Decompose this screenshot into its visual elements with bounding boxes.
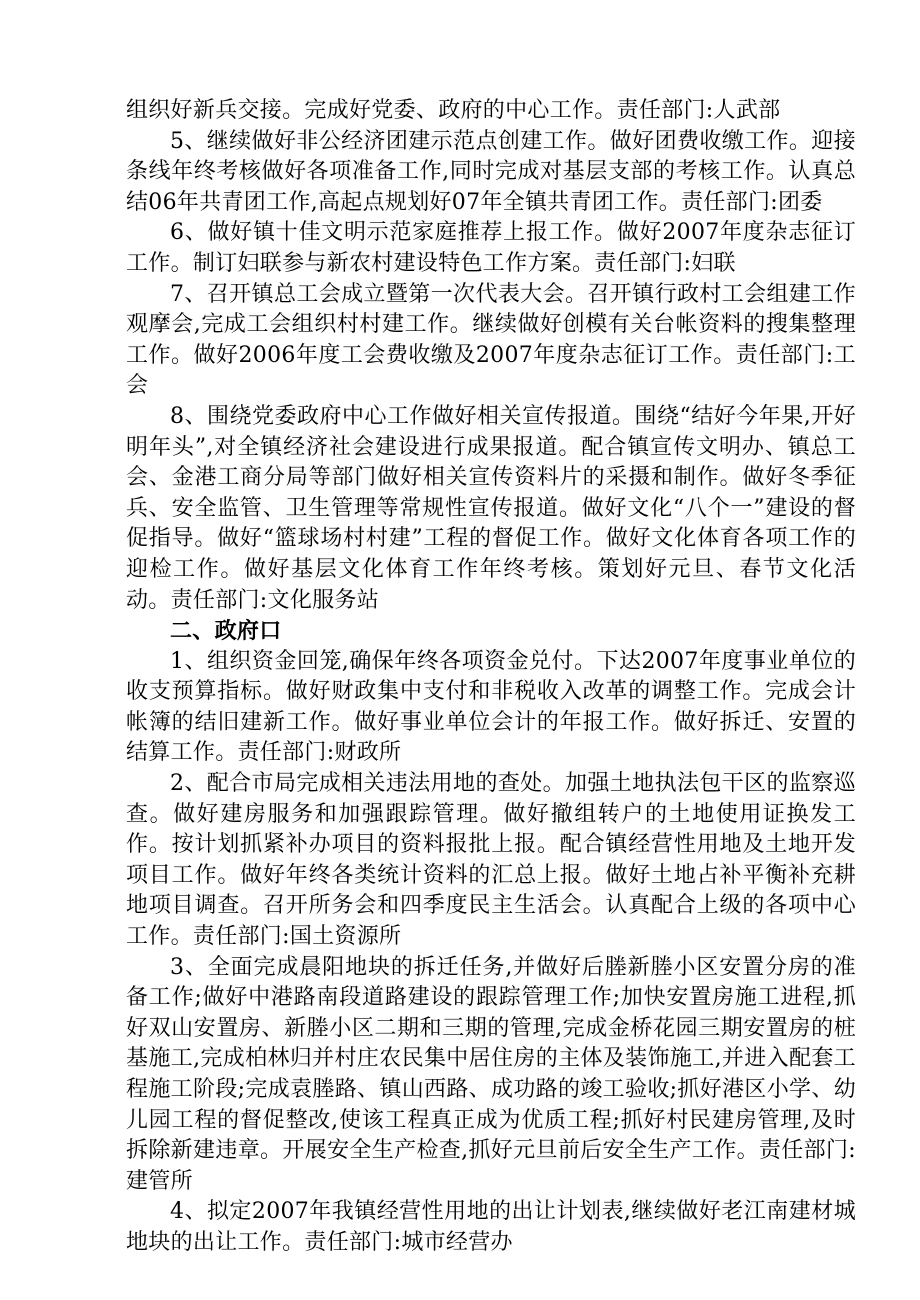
paragraph-culture-station: 8、围绕党委政府中心工作做好相关宣传报道。围绕“结好今年果,开好明年头”,对全镇经济社会建设进行成果报道。配合镇宣传文明办、镇总工会、金港工商分局等部门做好相关宣传资料片的采摄和制作。做好冬季征兵、安全监管、卫生管理等常规性宣传报道。做好文化“八个一”建设的督促指导。做好“篮球场村村建”工程的督促工作。做好文化体育各项工作的迎检工作。做好基层文化体育工作年终考核。策划好元旦、春节文化活动。责任部门:文化服务站 [126,403,856,613]
paragraph-trade-union: 7、召开镇总工会成立暨第一次代表大会。召开镇行政村工会组建工作观摩会,完成工会组织村村建工作。继续做好创模有关台帐资料的搜集整理工作。做好2006年度工会费收缴及2007年度杂志征订工作。责任部门:工会 [126,281,856,399]
paragraph-construction: 3、全面完成晨阳地块的拆迁任务,并做好后塍新塍小区安置分房的准备工作;做好中港路南段道路建设的跟踪管理工作;加快安置房施工进程,抓好双山安置房、新塍小区二期和三期的管理,完成金桥花园三期安置房的桩基施工,完成柏林归并村庄农民集中居住房的主体及装饰施工,并进入配套工程施工阶段;完成袁塍路、镇山西路、成功路的竣工验收;抓好港区小学、幼儿园工程的督促整改,使该工程真正成为优质工程;抓好村民建房管理,及时拆除新建违章。开展安全生产检查,抓好元旦前后安全生产工作。责任部门:建管所 [126,954,856,1194]
paragraph-militia: 组织好新兵交接。完成好党委、政府的中心工作。责任部门:人武部 [126,98,781,123]
paragraph-youth-league: 5、继续做好非公经济团建示范点创建工作。做好团费收缴工作。迎接条线年终考核做好各项准备工作,同时完成对基层支部的考核工作。认真总结06年共青团工作,高起点规划好07年全镇共青团工作。责任部门:团委 [126,128,856,215]
paragraph-finance: 1、组织资金回笼,确保年终各项资金兑付。下达2007年度事业单位的收支预算指标。做好财政集中支付和非税收入改革的调整工作。完成会计帐簿的结旧建新工作。做好事业单位会计的年报工作。做好拆迁、安置的结算工作。责任部门:财政所 [126,648,856,766]
document-body [126,96,856,1259]
paragraph-womens-federation: 6、做好镇十佳文明示范家庭推荐上报工作。做好2007年度杂志征订工作。制订妇联参与新农村建设特色工作方案。责任部门:妇联 [126,220,856,276]
paragraph-city-operation: 4、拟定2007年我镇经营性用地的出让计划表,继续做好老江南建材城地块的出让工作。责任部门:城市经营办 [126,1199,856,1255]
paragraph-land-resources: 2、配合市局完成相关违法用地的查处。加强土地执法包干区的监察巡查。做好建房服务和加强跟踪管理。做好撤组转户的土地使用证换发工作。按计划抓紧补办项目的资料报批上报。配合镇经营性用地及土地开发项目工作。做好年终各类统计资料的汇总上报。做好土地占补平衡补充耕地项目调查。召开所务会和四季度民主生活会。认真配合上级的各项中心工作。责任部门:国土资源所 [126,771,856,950]
section-heading-government: 二、政府口 [170,618,282,645]
